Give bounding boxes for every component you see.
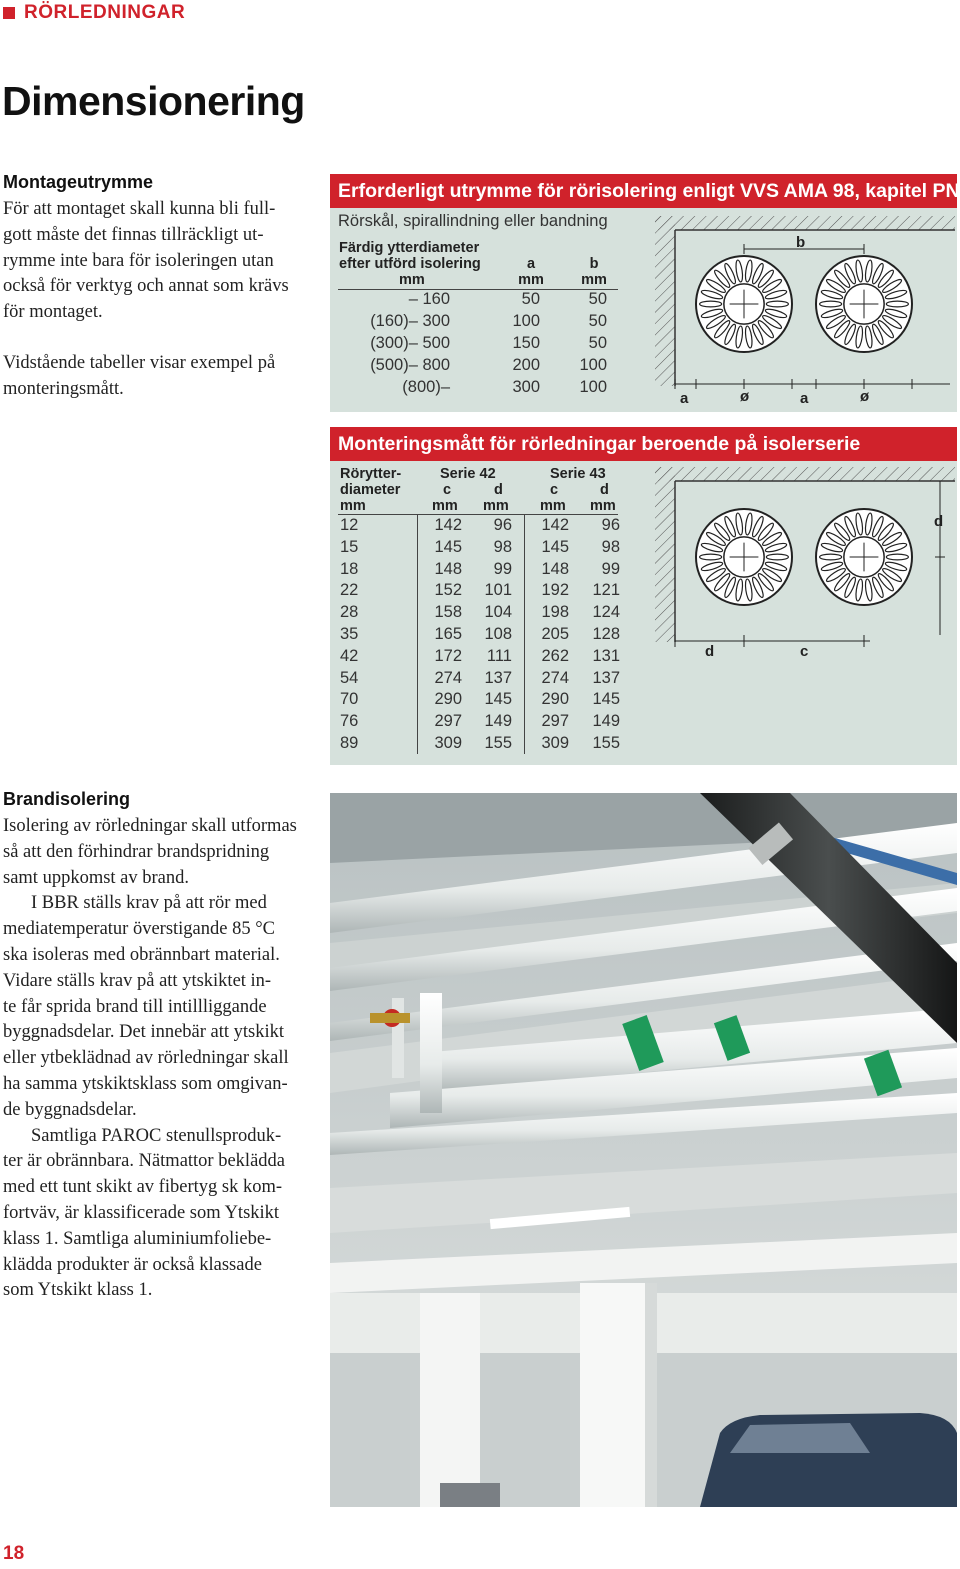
table1-col2-header xyxy=(511,256,551,288)
brand-line: I BBR ställs krav på att rör med xyxy=(31,893,267,914)
table2-cell-s43-c: 297 xyxy=(541,712,569,731)
table2-col-rule xyxy=(417,514,418,754)
brand-line: mediatemperatur överstigande 85 °C xyxy=(3,919,275,940)
brand-heading: Brandisolering xyxy=(3,789,131,809)
diagram1-label-o: ø xyxy=(740,388,750,405)
table2-cell-diameter: 42 xyxy=(340,646,359,665)
serie42-c: c xyxy=(443,482,452,498)
table2-cell-s43-c: 142 xyxy=(541,516,569,534)
serie43-d-unit: mm xyxy=(590,498,616,514)
table2-cell-diameter: 15 xyxy=(340,537,359,556)
brand-line: klass 1. Samtliga aluminiumfoliebe- xyxy=(3,1228,272,1249)
table2-cell-s42-d: 104 xyxy=(484,603,512,622)
table1-cell-b: 100 xyxy=(579,378,607,396)
header-line: b xyxy=(589,256,599,272)
montage-line: rymme inte bara för isoleringen utan xyxy=(3,250,274,271)
table2-cell-s42-d: 99 xyxy=(493,559,512,578)
table2-cell-s42-c: 158 xyxy=(434,603,462,622)
brand-line: te får sprida brand till intillliggande xyxy=(3,996,267,1017)
serie42-d-unit: mm xyxy=(483,498,509,514)
table1-cell-a: 150 xyxy=(512,334,540,352)
serie43-d: d xyxy=(600,482,609,498)
garage-pipes-illustration xyxy=(330,793,957,1507)
table1-cell-range: (160)– 300 xyxy=(370,312,450,330)
table2-cell-s42-d: 108 xyxy=(484,625,512,643)
diagram1-label-b: b xyxy=(796,234,806,251)
brand-line: som Ytskikt klass 1. xyxy=(3,1280,153,1301)
brand-line: ha samma ytskiktsklass som omgivan- xyxy=(3,1073,288,1094)
brand-line: Isolering av rörledningar skall utformas xyxy=(3,816,297,836)
diagram2-label-d-right: d xyxy=(934,513,944,530)
diagram1-label-o2: ø xyxy=(860,388,870,405)
table1-cell-range: (800)– xyxy=(402,378,450,396)
table1-title: Erforderligt utrymme för rörisolering enligt VVS AMA 98, kapitel PN xyxy=(330,174,957,208)
table2-cell-s43-d: 121 xyxy=(592,581,620,600)
table2-cell-s42-c: 309 xyxy=(434,734,462,752)
table1-cell-range: (500)– 800 xyxy=(370,356,450,374)
table2-header-rule xyxy=(338,514,618,515)
table2-cell-s42-d: 155 xyxy=(484,734,512,752)
table1-cell-b: 50 xyxy=(588,312,607,330)
serie42-header: Serie 42 xyxy=(440,466,496,482)
table2-cell-s43-d: 98 xyxy=(601,537,620,556)
table1-cell-a: 100 xyxy=(512,312,540,330)
table1-col1-header xyxy=(339,240,481,288)
table2-cell-s42-d: 145 xyxy=(484,690,512,709)
table1-col3-header xyxy=(574,256,614,288)
table2-cell-diameter: 70 xyxy=(340,690,359,709)
table2-cell-s42-d: 98 xyxy=(493,537,512,556)
header-line: Rörytter- xyxy=(340,466,402,482)
montage-heading: Montageutrymme xyxy=(3,172,154,192)
table2-cell-s42-c: 145 xyxy=(434,537,462,556)
page-title: Dimensionering xyxy=(2,78,305,124)
table1-cell-b: 100 xyxy=(579,356,607,374)
table2-cell-s43-d: 96 xyxy=(601,516,620,534)
table2-cell-s42-c: 274 xyxy=(434,668,462,687)
table2-cell-s43-d: 128 xyxy=(592,625,620,643)
table2-cell-s43-c: 274 xyxy=(541,668,569,687)
table2-cell-diameter: 22 xyxy=(340,581,359,600)
pipe-spacing-diagram-2 xyxy=(650,455,957,665)
table2-cell-diameter: 12 xyxy=(340,516,359,534)
table2-cell-s43-c: 290 xyxy=(541,690,569,709)
header-line: mm xyxy=(399,272,425,288)
table2-cell-diameter: 76 xyxy=(340,712,359,731)
table2-cell-s43-c: 309 xyxy=(541,734,569,752)
header-line: efter utförd isolering xyxy=(339,256,481,272)
table2-cell-s43-d: 149 xyxy=(592,712,620,731)
header-line: Färdig ytterdiameter xyxy=(339,240,480,256)
serie42-c-unit: mm xyxy=(432,498,458,514)
brand-line: Vidare ställs krav på att ytskiktet in- xyxy=(3,970,272,991)
section-marker xyxy=(3,7,15,19)
table2-cell-s43-c: 262 xyxy=(541,646,569,665)
header-line: mm xyxy=(581,272,607,288)
serie43-c: c xyxy=(550,482,559,498)
brand-line: ter är obrännbara. Nätmattor beklädda xyxy=(3,1151,285,1172)
table2-cell-s42-c: 290 xyxy=(434,690,462,709)
table1-cell-range: – 160 xyxy=(408,290,450,308)
diagram1-label-a2: a xyxy=(800,390,809,407)
montage-line: också för verktyg och annat som krävs xyxy=(3,276,289,297)
brand-line: samt uppkomst av brand. xyxy=(3,867,190,888)
brand-line: så att den förhindrar brandspridning xyxy=(3,841,270,862)
garage-pipes-photo xyxy=(330,793,957,1507)
table2-cell-s43-c: 205 xyxy=(541,625,569,643)
brand-line: klädda produkter är också klassade xyxy=(3,1254,262,1275)
table2-cell-s43-d: 124 xyxy=(592,603,620,622)
table2-cell-s43-d: 131 xyxy=(592,646,620,665)
table2-cell-s42-d: 101 xyxy=(484,581,512,600)
montage-line: Vidstående tabeller visar exempel på xyxy=(3,352,276,373)
montage-line: för montaget. xyxy=(3,302,103,323)
diagram1-label-a: a xyxy=(680,390,689,407)
brand-line: byggnadsdelar. Det innebär att ytskikt xyxy=(3,1022,285,1043)
brand-line: Samtliga PAROC stenullsproduk- xyxy=(31,1125,282,1146)
page-number: 18 xyxy=(3,1543,25,1564)
table2-cell-s43-c: 145 xyxy=(541,537,569,556)
table1-subtitle: Rörskål, spirallindning eller bandning xyxy=(338,212,608,230)
table2-cell-s42-c: 148 xyxy=(434,559,462,578)
table2-cell-s42-d: 137 xyxy=(484,668,512,687)
table2-col-rule xyxy=(524,514,525,754)
table2-cell-s43-c: 192 xyxy=(541,581,569,600)
brand-line: eller ytbeklädnad av rörledningar skall xyxy=(3,1048,289,1069)
diagram2-label-d: d xyxy=(705,643,715,660)
table2-col1-header xyxy=(340,466,401,514)
table1-cell-a: 50 xyxy=(521,290,540,308)
section-label: RÖRLEDNINGAR xyxy=(24,2,186,23)
table2-cell-s43-d: 155 xyxy=(592,734,620,752)
table1-cell-b: 50 xyxy=(588,290,607,308)
montage-text xyxy=(3,197,323,403)
table2-cell-diameter: 28 xyxy=(340,603,359,622)
diagram2-label-c: c xyxy=(800,643,809,660)
table2-cell-s42-d: 96 xyxy=(493,516,512,534)
brand-line: med ett tunt skikt av fibertyg sk kom- xyxy=(3,1177,282,1198)
table1-cell-a: 200 xyxy=(512,356,540,374)
table2-cell-s42-c: 142 xyxy=(434,516,462,534)
table1-cell-b: 50 xyxy=(588,334,607,352)
serie42-d: d xyxy=(494,482,503,498)
table2-cell-s42-c: 297 xyxy=(434,712,462,731)
brand-line: fortväv, är klassificerade som Ytskikt xyxy=(3,1202,280,1223)
header-line: diameter xyxy=(340,482,401,498)
table2-cell-s43-c: 148 xyxy=(541,559,569,578)
table2-panel xyxy=(330,427,957,765)
table1-panel xyxy=(330,174,960,412)
table2-cell-s42-d: 111 xyxy=(486,646,512,665)
serie43-c-unit: mm xyxy=(540,498,566,514)
table2-cell-diameter: 35 xyxy=(340,625,359,643)
brand-text xyxy=(3,814,323,1304)
table2-title: Monteringsmått för rörledningar beroende på isolerserie xyxy=(330,427,957,461)
table2-cell-s42-c: 165 xyxy=(434,625,462,643)
header-line: a xyxy=(526,256,536,272)
table2-cell-diameter: 89 xyxy=(340,734,359,752)
table2-cell-s42-c: 172 xyxy=(434,646,462,665)
header-line: mm xyxy=(340,498,366,514)
header-line: mm xyxy=(518,272,544,288)
table2-cell-diameter: 18 xyxy=(340,559,359,578)
table2-cell-s43-d: 137 xyxy=(592,668,620,687)
montage-line: gott måste det finnas tillräckligt ut- xyxy=(3,224,264,245)
table1-cell-a: 300 xyxy=(512,378,540,396)
table2-cell-s43-c: 198 xyxy=(541,603,569,622)
montage-line: monteringsmått. xyxy=(3,378,124,399)
montage-line: För att montaget skall kunna bli full- xyxy=(3,199,276,219)
table2-cell-s42-d: 149 xyxy=(484,712,512,731)
brand-line: de byggnadsdelar. xyxy=(3,1099,137,1120)
brand-line: ska isoleras med obrännbart material. xyxy=(3,944,280,965)
table2-cell-s42-c: 152 xyxy=(434,581,462,600)
table2-cell-s43-d: 99 xyxy=(601,559,620,578)
table1-cell-range: (300)– 500 xyxy=(370,334,450,352)
serie43-header: Serie 43 xyxy=(550,466,606,482)
table2-cell-s43-d: 145 xyxy=(592,690,620,709)
table2-cell-diameter: 54 xyxy=(340,668,359,687)
